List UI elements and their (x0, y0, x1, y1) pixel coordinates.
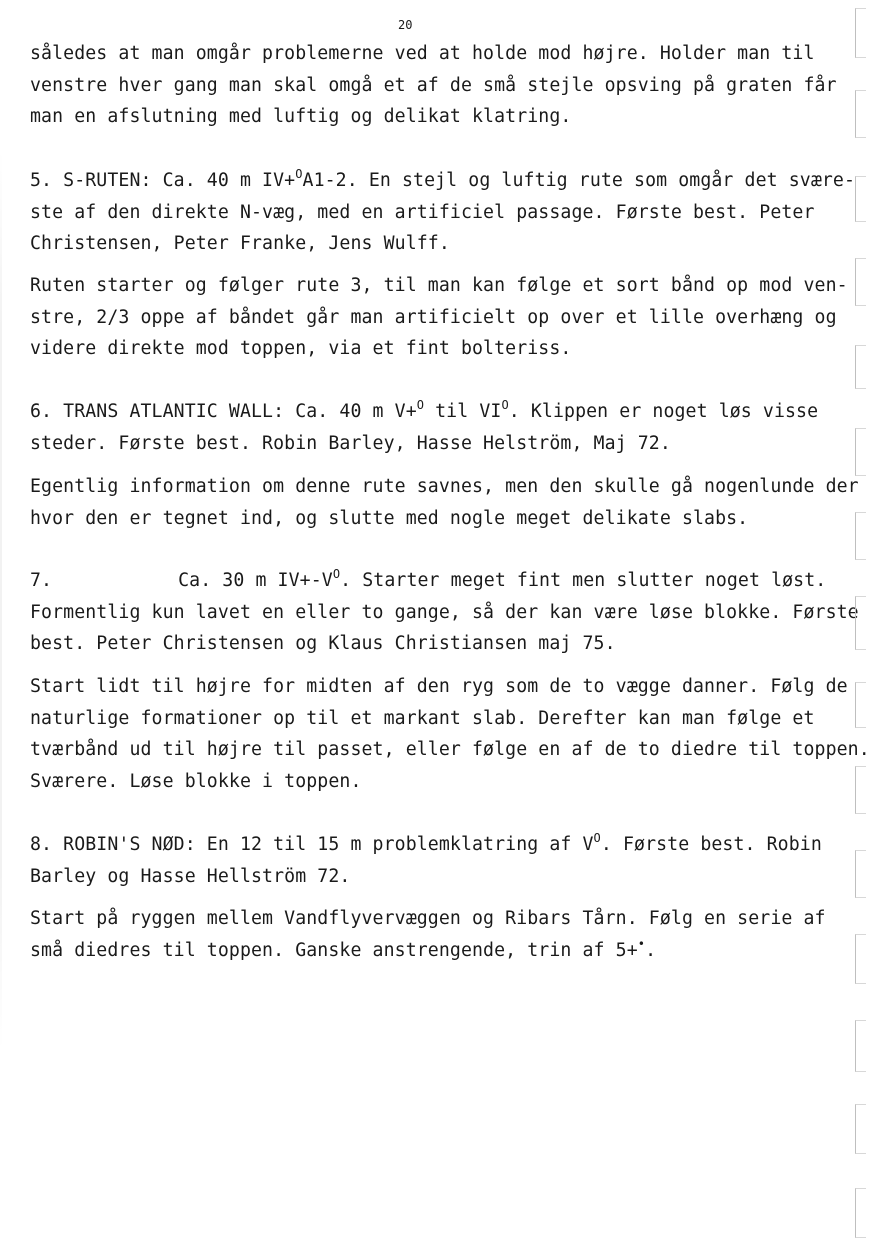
route-8-description (30, 903, 860, 966)
route-6-heading-paragraph (30, 396, 860, 459)
text-run: . (645, 939, 657, 961)
route-7-heading-paragraph (30, 565, 860, 660)
text-line: hvor den er tegnet ind, og slutte med nogle meget delikate slabs. (30, 507, 749, 529)
scan-edge-mark (855, 8, 866, 58)
scan-edge-mark (855, 1104, 866, 1154)
route-7-description (30, 671, 870, 797)
text-line: Start på ryggen mellem Vandflyvervæggen og Ribars Tårn. Følg en serie af (30, 908, 826, 929)
paragraph-intro (30, 38, 860, 133)
text-line: ste af den direkte N-væg, med en artificiel passage. Første best. Peter (30, 201, 815, 223)
text-line: Sværere. Løse blokke i toppen. (30, 770, 362, 792)
scan-edge-mark (855, 682, 866, 728)
scan-edge-mark (855, 766, 866, 814)
text-run: små diedres til toppen. Ganske anstrengende, trin af 5+ (30, 939, 638, 961)
text-line: Formentlig kun lavet en eller to gange, så der kan være løse blokke. Første (30, 601, 859, 623)
text-run: . Klippen er noget løs visse (508, 401, 819, 422)
text-line: best. Peter Christensen og Klaus Christiansen maj 75. (30, 633, 616, 654)
scan-fold-shadow (0, 150, 2, 1050)
text-run: Ca. 30 m IV+-V (178, 570, 333, 591)
route-8-title-line (30, 829, 860, 861)
route-5-heading-paragraph (30, 165, 860, 260)
route-5-description (30, 270, 860, 365)
text-line: tværbånd ud til højre til passet, eller følge en af de to diedre til toppen. (30, 739, 870, 760)
text-line: Ruten starter og følger rute 3, til man kan følge et sort bånd op mod ven- (30, 275, 848, 296)
scan-edge-mark (855, 1020, 866, 1072)
scan-edge-mark (855, 428, 866, 476)
route-7-title-line (30, 565, 860, 597)
text-run: . Starter meget fint men slutter noget løst. (340, 570, 827, 591)
text-run: . Første best. Robin (600, 834, 822, 855)
scan-edge-mark (855, 90, 866, 138)
route-5-title-line (30, 165, 860, 197)
degree-mark: O (295, 167, 303, 181)
degree-mark: O (416, 398, 425, 412)
text-line: således at man omgår problemerne ved at holde mod højre. Holder man til (30, 43, 815, 64)
text-line: stre, 2/3 oppe af båndet går man artificielt op over et lille overhæng og (30, 306, 837, 328)
text-run: 7. (30, 570, 53, 591)
grade-mark: • (637, 936, 646, 951)
scan-edge-mark (855, 850, 866, 898)
text-run: til VI (424, 401, 502, 422)
text-run: 5. S-RUTEN: Ca. 40 m IV+ (30, 170, 296, 191)
text-line: Egentlig information om denne rute savnes, men den skulle gå nogenlunde der (30, 476, 859, 497)
text-run: 8. ROBIN'S NØD: En 12 til 15 m problemklatring af V (30, 834, 594, 855)
text-line: Start lidt til højre for midten af den ryg som de to vægge danner. Følg de (30, 676, 848, 697)
text-line: naturlige formationer op til et markant slab. Derefter kan man følge et (30, 707, 815, 729)
scan-edge-mark (855, 934, 866, 984)
text-line: Barley og Hasse Hellström 72. (30, 865, 351, 887)
degree-mark: O (501, 398, 509, 412)
route-8-heading-paragraph (30, 829, 860, 892)
text-line: steder. Første best. Robin Barley, Hasse Helström, Maj 72. (30, 432, 671, 454)
text-line-with-mark (30, 935, 860, 967)
degree-mark: O (593, 831, 601, 845)
page-number: 20 (398, 18, 413, 32)
route-6-description (30, 471, 860, 534)
degree-mark: O (332, 567, 341, 581)
scan-edge-mark (855, 512, 866, 560)
scan-edge-mark (855, 176, 866, 222)
text-line: man en afslutning med luftig og delikat klatring. (30, 106, 572, 127)
text-line: venstre hver gang man skal omgå et af de små stejle opsving på graten får (30, 74, 837, 96)
text-run: 6. TRANS ATLANTIC WALL: Ca. 40 m V+ (30, 401, 417, 422)
scan-edge-mark (855, 1188, 866, 1238)
text-line: videre direkte mod toppen, via et fint bolteriss. (30, 338, 572, 359)
scan-edge-mark (855, 258, 866, 306)
scan-edge-mark (855, 596, 866, 650)
scan-edge-mark (855, 345, 866, 389)
text-line: Christensen, Peter Franke, Jens Wulff. (30, 233, 450, 254)
text-run: A1-2. En stejl og luftig rute som omgår det svære- (302, 170, 856, 191)
route-6-title-line (30, 396, 860, 428)
